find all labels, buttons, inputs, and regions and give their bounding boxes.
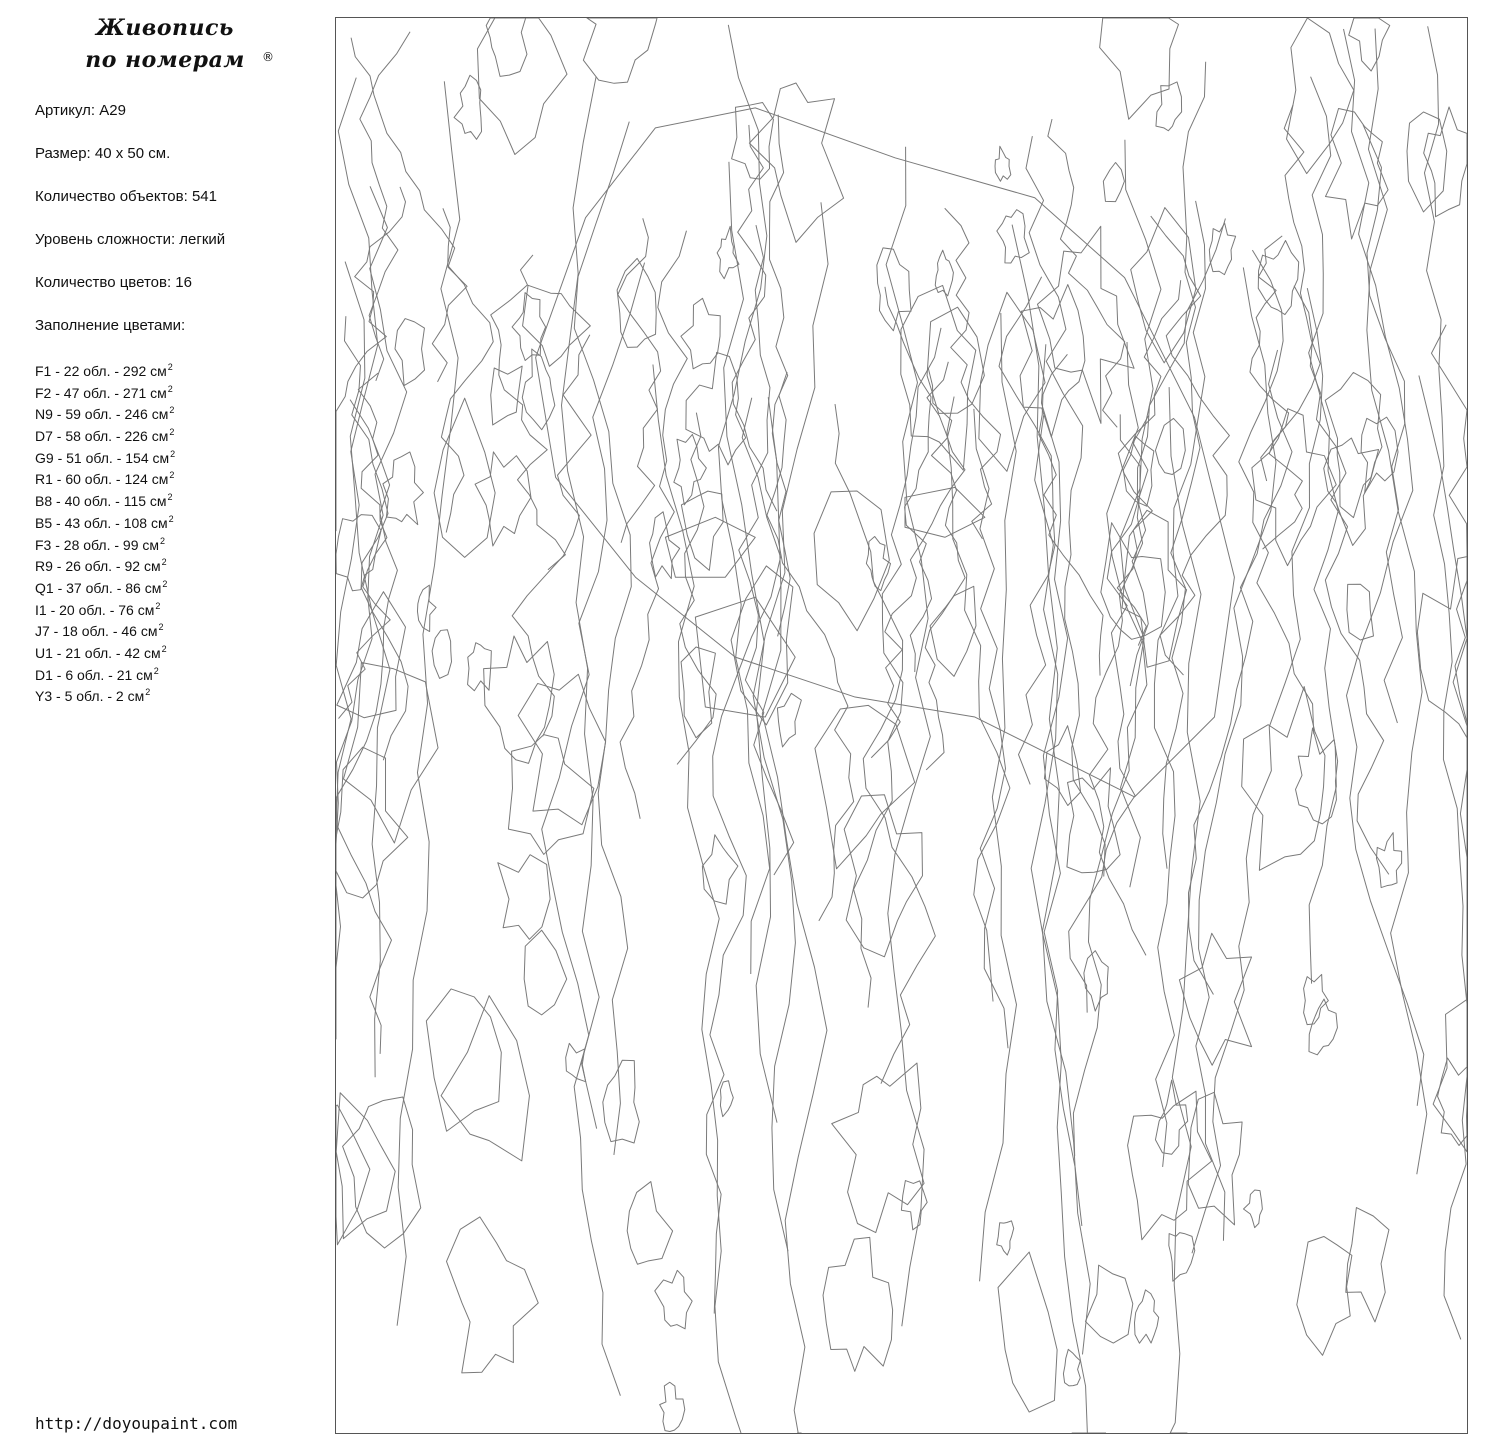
website-link[interactable]: http://doyoupaint.com <box>35 1414 238 1433</box>
product-info <box>35 98 325 356</box>
fill-row: U1 - 21 обл. - 42 $см^2$ <box>35 643 167 661</box>
fill-row: R9 - 26 обл. - 92 $см^2$ <box>35 557 167 575</box>
registered-mark: ® <box>262 50 274 64</box>
fill-row: D1 - 6 обл. - 21 $см^2$ <box>35 665 159 683</box>
brand-line-1: Живопись <box>96 15 234 41</box>
objects-count-line: Количество объектов: 541 <box>35 188 217 205</box>
fill-heading: Заполнение цветами: <box>35 317 186 334</box>
fill-row: R1 - 60 обл. - 124 $см^2$ <box>35 470 175 488</box>
brand-line-2: по номерам <box>85 47 245 73</box>
color-fill-list <box>35 357 175 704</box>
fill-row: D7 - 58 обл. - 226 $см^2$ <box>35 427 175 445</box>
fill-row: I1 - 20 обл. - 76 $см^2$ <box>35 600 161 618</box>
fill-row: Y3 - 5 обл. - 2 $см^2$ <box>35 687 151 705</box>
paint-by-numbers-canvas <box>335 17 1468 1434</box>
fill-row: G9 - 51 обл. - 154 $см^2$ <box>35 448 176 466</box>
fill-row: F3 - 28 обл. - 99 $см^2$ <box>35 535 166 553</box>
brand-logo <box>40 12 290 76</box>
colors-count-line: Количество цветов: 16 <box>35 274 192 291</box>
fill-row: B8 - 40 обл. - 115 $см^2$ <box>35 492 173 510</box>
fill-row: Q1 - 37 обл. - 86 $см^2$ <box>35 578 168 596</box>
size-line: Размер: 40 x 50 см. <box>35 145 171 162</box>
difficulty-line: Уровень сложности: легкий <box>35 231 226 248</box>
fill-row: J7 - 18 обл. - 46 $см^2$ <box>35 622 164 640</box>
fill-row: F1 - 22 обл. - 292 $см^2$ <box>35 362 173 379</box>
fill-row: F2 - 47 обл. - 271 $см^2$ <box>35 383 173 401</box>
lion-outline-drawing <box>336 18 1467 1433</box>
article-line: Артикул: A29 <box>35 102 126 119</box>
fill-row: B5 - 43 обл. - 108 $см^2$ <box>35 513 174 531</box>
fill-row: N9 - 59 обл. - 246 $см^2$ <box>35 405 175 423</box>
